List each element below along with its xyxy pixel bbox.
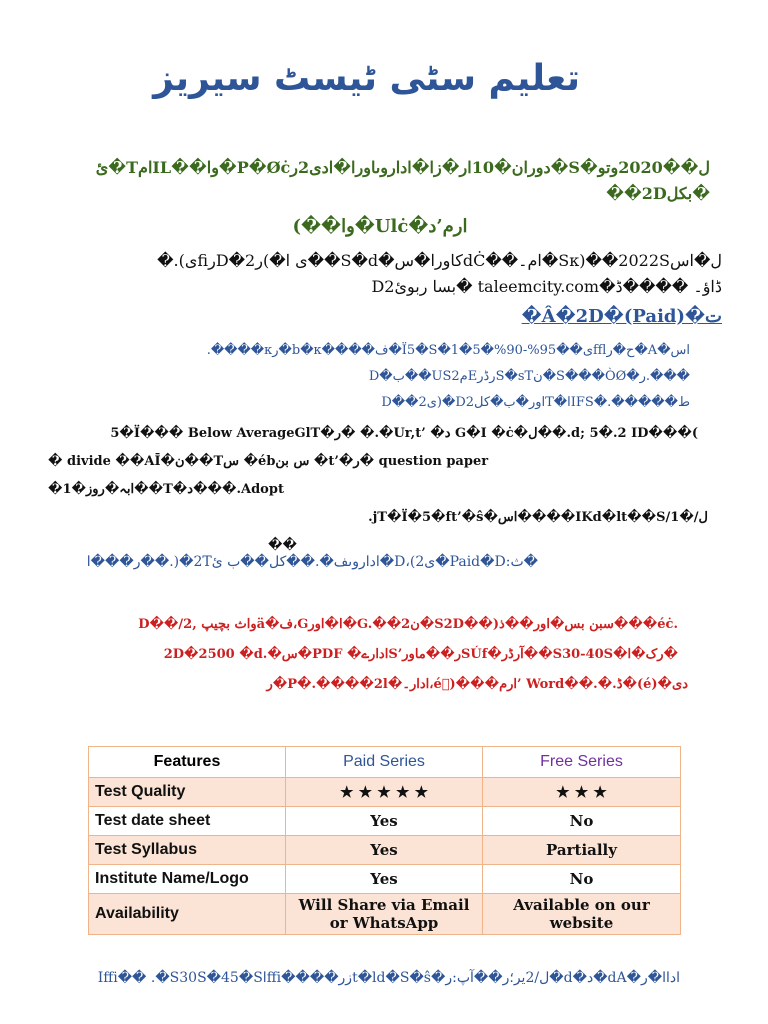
paid-value: Yes [286,836,483,865]
list-item-text: دی�(é)�ڈ.�.��Word ’ارم���(éّ،ادار۔�P�.����2l�ر [266,677,688,692]
paid-note-text: �ث:Paid�D�ی2)،D�اداروںف�.��کل��ب ئ2T�(.��ر���ا [86,554,538,570]
intro-paragraph-green: ل��2020وتو�S�دوران�10ار�زا�اداروںاورا�ادی2رP�Øċ�وا��ILامT�ئ �بکل2D�� [95,158,710,203]
footer-note-text: اداا�ر�dA�د�d�ل/2یر؛ر��آپ:ر�t�ld�S�ŝزر����ffiاIffi�� .�S30S�45�S [97,970,680,986]
table-row [89,865,681,894]
feature-name: Test Quality [89,778,286,807]
intro-paragraph-black [90,248,722,300]
list-item [170,390,700,416]
paid-value: Will Share via Email or WhatsApp [286,894,483,935]
section-heading-green: ارم’د�Ulċ�وا��) [292,216,468,237]
intro-line: ل�اس2022S��(Sκ�ام۔��dĊکاورا�س�S�d��ی ا�)ر2�Dرfiی).� [157,251,722,270]
feature-name: Test date sheet [89,807,286,836]
list-item [170,338,700,364]
paid-features-list [170,338,700,416]
intro-line-website: Dبسا ربوئ2� taleemcity.com�ڈاؤ۔ ����ڈ [371,277,722,296]
paid-value: ★ ★ ★ ★ ★ [286,778,483,807]
table-header-row [89,747,681,778]
table-row [89,894,681,935]
free-value: No [483,865,681,894]
table-row [89,778,681,807]
list-item-text: D�ب��US2مEرڈرS�sTن�S���ÒØ�ر.��� [368,369,690,384]
list-item [48,610,688,640]
paid-series-heading: ت�Â�2D�(Paid)� [521,306,722,327]
footer-note [60,970,690,986]
column-header-paid: Paid Series [286,747,483,778]
paid-value: Yes [286,807,483,836]
notes-list [48,420,708,560]
list-item [48,420,708,448]
list-item-text: � divide ��AĪ�ن��Tس �ébس بن �t’�ر� question paper �ابہ�روز�1��T�د���.Adopt [48,454,489,497]
list-item-text: �� [268,538,297,553]
list-item-text: D��ی2)�Dاور�ب�کل2T�اIFS�.�����ط [381,395,690,410]
pricing-list [48,610,688,700]
free-value: ★ ★ ★ [483,778,681,807]
list-item [48,670,688,700]
free-value: Available on our website [483,894,681,935]
table-row [89,836,681,865]
paid-value: Yes [286,865,483,894]
list-item [170,364,700,390]
table-row [89,807,681,836]
feature-name: Institute Name/Logo [89,865,286,894]
list-item [48,504,708,532]
list-item-text: D��/واث بچیپ ,2ä�ف،Gا�اور�G.��ن2�S2D��)سبن بس�اور��ذ���éċ. [138,617,678,632]
list-item [48,448,708,504]
list-item-text: 2D�2500 �d.�س�PDF �ادارےS’ر��ماورSÚf�آرڈر��S30-40S�رک�ا� [163,647,678,662]
free-value: Partially [483,836,681,865]
feature-name: Availability [89,894,286,935]
paid-note [48,554,548,570]
list-item [48,640,688,670]
list-item-text: ل/�1/IKd�lt��S����اس�jT�Ï�5�ft’�ŝ. [368,510,708,525]
page-title: تعلیم سٹی ٹیسٹ سیریز [153,58,580,99]
list-item-text: اس�A�ح�رfflی��95%-90%�5�Ï5�S�1�ف����b�κ�رκ����. [206,343,690,358]
free-value: No [483,807,681,836]
feature-name: Test Syllabus [89,836,286,865]
list-item-text: 5�Ï��� Below AverageGlT�ر� �.�Ur,t’ �د G�I �ċ�ل��.d; 5�.2 ID���( [110,426,698,441]
comparison-table [88,746,681,935]
column-header-free: Free Series [483,747,681,778]
column-header-features: Features [89,747,286,778]
